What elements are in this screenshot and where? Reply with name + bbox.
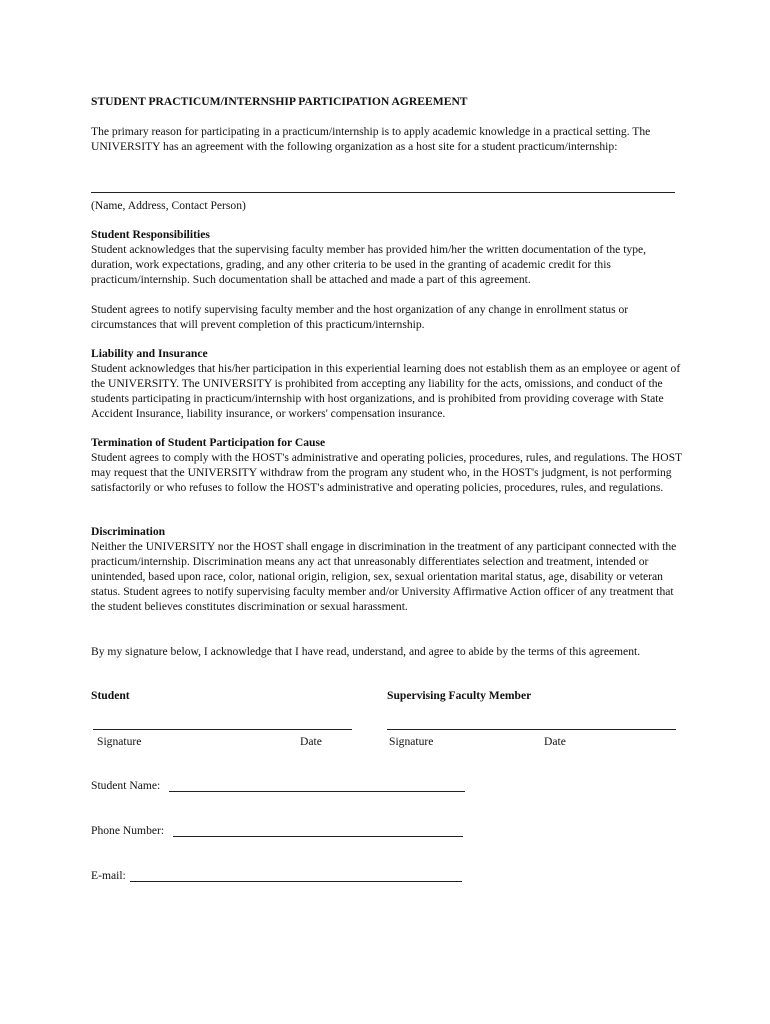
- host-caption: (Name, Address, Contact Person): [91, 199, 246, 212]
- responsibilities-paragraph-1: Student acknowledges that the supervising faculty member has provided him/her the written documentation of the type, duration, work expectations, grading, and any other criteria to be used in the granting of academic credit for this practicum/internship. Such documentation shall be attached and made a part of this agreement.: [91, 243, 647, 286]
- phone-number-line[interactable]: [173, 836, 463, 837]
- student-signature-line[interactable]: [93, 729, 352, 730]
- section-heading-responsibilities: Student Responsibilities: [91, 228, 210, 241]
- section-heading-liability: Liability and Insurance: [91, 347, 208, 360]
- responsibilities-paragraph-2: Student agrees to notify supervising faculty member and the host organization of any change in enrollment status or circumstances that will prevent completion of this practicum/internship.: [91, 303, 629, 331]
- faculty-date-label: Date: [544, 735, 566, 748]
- liability-paragraph: Student acknowledges that his/her participation in this experiential learning does not establish them as an employee or agent of the UNIVERSITY. The UNIVERSITY is prohibited from accepting any liability for the acts, omissions, and conduct of the students participating in practicum/internship with host organizations, and is prohibited from providing coverage with State Accident Insurance, liability insurance, or workers' compensation insurance.: [91, 362, 681, 420]
- student-date-label: Date: [300, 735, 322, 748]
- faculty-signature-heading: Supervising Faculty Member: [387, 689, 532, 702]
- student-name-label: Student Name:: [91, 779, 161, 792]
- faculty-signature-line[interactable]: [387, 729, 676, 730]
- student-signature-label: Signature: [97, 735, 142, 748]
- student-signature-heading: Student: [91, 689, 130, 702]
- section-heading-termination: Termination of Student Participation for Cause: [91, 436, 326, 449]
- discrimination-paragraph: Neither the UNIVERSITY nor the HOST shall engage in discrimination in the treatment of any participant connected with the practicum/internship. Discrimination means any act that unreasonably differentiates selection and treatment, intended or unintended, based upon race, color, national origin, religion, sex, sexual orientation marital status, age, disability or veteran status. Student agrees to notify supervising faculty member and/or University Affirmative Action officer of any treatment that the student believes constitutes discrimination or sexual harassment.: [91, 540, 677, 613]
- email-line[interactable]: [130, 881, 462, 882]
- document-title: STUDENT PRACTICUM/INTERNSHIP PARTICIPATION AGREEMENT: [91, 95, 468, 108]
- acknowledgement-paragraph: By my signature below, I acknowledge that I have read, understand, and agree to abide by the terms of this agreement.: [91, 645, 641, 658]
- faculty-signature-label: Signature: [389, 735, 434, 748]
- section-heading-discrimination: Discrimination: [91, 525, 166, 538]
- host-organization-line[interactable]: [91, 192, 675, 193]
- student-name-line[interactable]: [169, 791, 465, 792]
- intro-paragraph: The primary reason for participating in a practicum/internship is to apply academic knowledge in a practical setting. The UNIVERSITY has an agreement with the following organization as a host site for a student practicum/internship:: [91, 125, 651, 153]
- termination-paragraph: Student agrees to comply with the HOST's administrative and operating policies, procedures, rules, and regulations. The HOST may request that the UNIVERSITY withdraw from the program any student who, in the HOST's judgment, is not performing satisfactorily or who refuses to follow the HOST's administrative and operating policies, procedures, rules, and regulations.: [91, 451, 682, 494]
- phone-number-label: Phone Number:: [91, 824, 165, 837]
- email-label: E-mail:: [91, 869, 126, 882]
